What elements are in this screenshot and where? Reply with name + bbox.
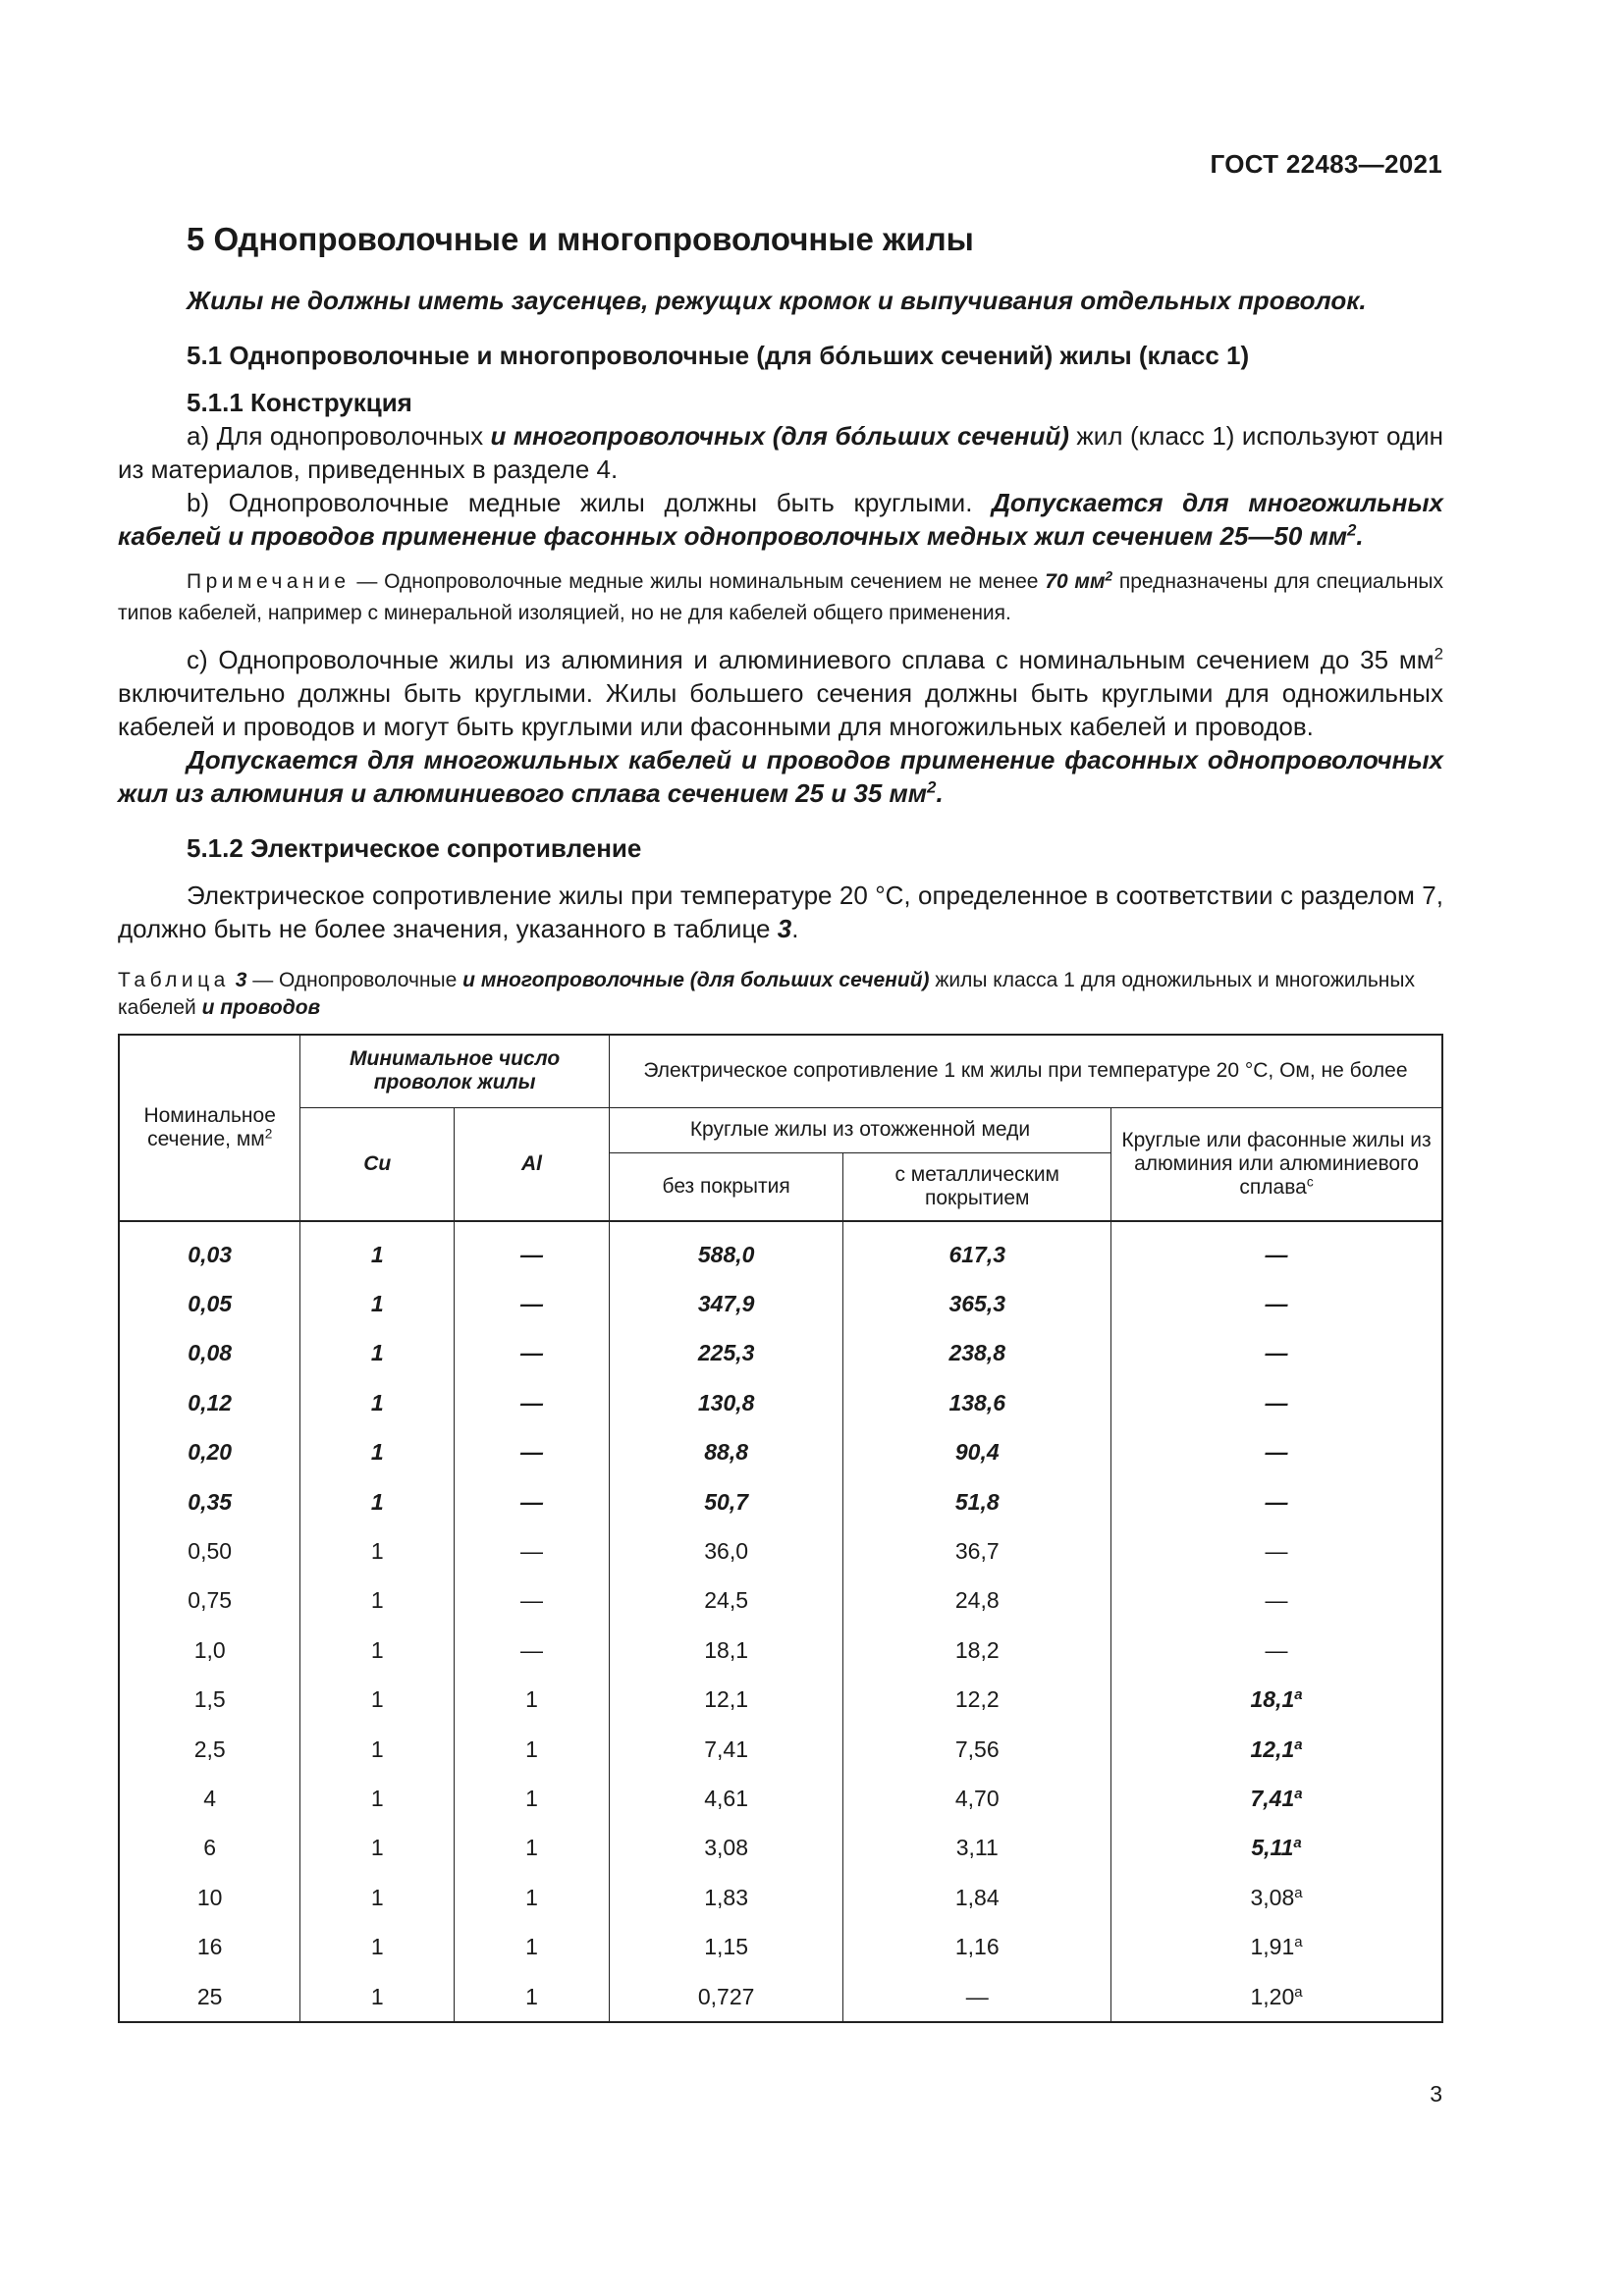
cell-bare: 4,61 xyxy=(609,1774,843,1823)
resistance-table xyxy=(118,1034,1443,2023)
table-row xyxy=(119,1279,1442,1328)
table-caption-emphasis: и многопроволочные (для больших сечений) xyxy=(462,969,930,991)
table-row xyxy=(119,1526,1442,1575)
cell-coated: 4,70 xyxy=(843,1774,1111,1823)
cell-alu: 12,1$^a$ xyxy=(1111,1725,1442,1774)
cell-bare: 347,9 xyxy=(609,1279,843,1328)
subsection-5-1-text: 5.1 Однопроволочные и многопроволочные (для бóльших сечений) жилы (класс 1) xyxy=(187,341,1250,370)
cell-cu: 1 xyxy=(300,1626,455,1675)
cell-s: 0,50 xyxy=(119,1526,300,1575)
cell-s: 4 xyxy=(119,1774,300,1823)
cell-coated: 365,3 xyxy=(843,1279,1111,1328)
cell-s: 0,75 xyxy=(119,1576,300,1626)
cell-alu: — xyxy=(1111,1329,1442,1378)
cell-coated: 3,11 xyxy=(843,1824,1111,1873)
table-row xyxy=(119,1725,1442,1774)
superscript: 2 xyxy=(1434,644,1443,664)
subsection-5-1-title xyxy=(118,339,1443,372)
cell-s: 0,35 xyxy=(119,1477,300,1526)
paragraph-c-text-end: включительно должны быть круглыми. Жилы большего сечения должны быть круглыми для одножильных кабелей и проводов и могут быть круглыми или фасонными для многожильных кабелей и проводов. xyxy=(118,678,1443,741)
cell-s: 0,08 xyxy=(119,1329,300,1378)
cell-cu: 1 xyxy=(300,1873,455,1922)
note xyxy=(118,566,1443,629)
cell-bare: 130,8 xyxy=(609,1378,843,1427)
paragraph-c-text: c) Однопроволочные жилы из алюминия и алюминиевого сплава с номинальным сечением до 35 мм xyxy=(187,645,1435,674)
cell-al: — xyxy=(455,1428,610,1477)
superscript: 2 xyxy=(1105,568,1113,584)
cell-cu: 1 xyxy=(300,1824,455,1873)
cell-coated: 138,6 xyxy=(843,1378,1111,1427)
table-caption-text: — Однопроволочные xyxy=(246,969,463,991)
cell-alu: 1,91$^a$ xyxy=(1111,1922,1442,1971)
table-row xyxy=(119,1972,1442,2022)
cell-alu: — xyxy=(1111,1477,1442,1526)
paragraph-c-emphasis-text: Допускается для многожильных кабелей и проводов применение фасонных однопроволочных жил из алюминия и алюминиевого сплава сечением 25 и 35 мм xyxy=(118,745,1443,808)
cell-coated: — xyxy=(843,1972,1111,2022)
cell-s: 0,05 xyxy=(119,1279,300,1328)
cell-bare: 1,83 xyxy=(609,1873,843,1922)
cell-coated: 238,8 xyxy=(843,1329,1111,1378)
cell-s: 2,5 xyxy=(119,1725,300,1774)
section-title: 5 Однопроволочные и многопроволочные жилы xyxy=(187,221,974,257)
cell-bare: 88,8 xyxy=(609,1428,843,1477)
header-al: Al xyxy=(455,1107,610,1221)
cell-coated: 617,3 xyxy=(843,1221,1111,1279)
cell-bare: 1,15 xyxy=(609,1922,843,1971)
table-row xyxy=(119,1221,1442,1279)
cell-s: 0,20 xyxy=(119,1428,300,1477)
cell-cu: 1 xyxy=(300,1279,455,1328)
cell-s: 16 xyxy=(119,1922,300,1971)
table-row xyxy=(119,1576,1442,1626)
table-row xyxy=(119,1428,1442,1477)
table-caption xyxy=(118,967,1443,1022)
table-row xyxy=(119,1626,1442,1675)
note-text-end: предназначены для специальных типов кабелей, например с минеральной изоляцией, но не для кабелей общего применения. xyxy=(118,570,1443,624)
cell-alu: — xyxy=(1111,1576,1442,1626)
table-row xyxy=(119,1824,1442,1873)
cell-cu: 1 xyxy=(300,1725,455,1774)
cell-alu: — xyxy=(1111,1526,1442,1575)
paragraph-a-emphasis: и многопроволочных (для бóльших сечений) xyxy=(490,421,1069,451)
cell-s: 0,03 xyxy=(119,1221,300,1279)
cell-al: 1 xyxy=(455,1774,610,1823)
cell-al: — xyxy=(455,1279,610,1328)
cell-cu: 1 xyxy=(300,1428,455,1477)
cell-alu: — xyxy=(1111,1428,1442,1477)
cell-al: — xyxy=(455,1477,610,1526)
cell-coated: 90,4 xyxy=(843,1428,1111,1477)
cell-al: — xyxy=(455,1576,610,1626)
standard-number: ГОСТ 22483—2021 xyxy=(1210,149,1442,179)
cell-cu: 1 xyxy=(300,1774,455,1823)
cell-al: — xyxy=(455,1221,610,1279)
table-row xyxy=(119,1873,1442,1922)
cell-al: 1 xyxy=(455,1676,610,1725)
cell-alu: 5,11$^a$ xyxy=(1111,1824,1442,1873)
table-row xyxy=(119,1329,1442,1378)
paragraph-c xyxy=(118,643,1443,743)
cell-bare: 7,41 xyxy=(609,1725,843,1774)
section-intro: Жилы не должны иметь заусенцев, режущих кромок и выпучивания отдельных проволок. xyxy=(187,286,1367,315)
cell-cu: 1 xyxy=(300,1378,455,1427)
cell-s: 6 xyxy=(119,1824,300,1873)
cell-alu: — xyxy=(1111,1221,1442,1279)
cell-coated: 24,8 xyxy=(843,1576,1111,1626)
cell-coated: 12,2 xyxy=(843,1676,1111,1725)
cell-al: — xyxy=(455,1626,610,1675)
cell-alu: 1,20$^a$ xyxy=(1111,1972,1442,2022)
cell-s: 25 xyxy=(119,1972,300,2022)
table-row xyxy=(119,1378,1442,1427)
note-emphasis: 70 мм xyxy=(1045,570,1106,593)
cell-bare: 50,7 xyxy=(609,1477,843,1526)
cell-bare: 0,727 xyxy=(609,1972,843,2022)
cell-bare: 225,3 xyxy=(609,1329,843,1378)
cell-cu: 1 xyxy=(300,1329,455,1378)
table-row xyxy=(119,1676,1442,1725)
cell-cu: 1 xyxy=(300,1972,455,2022)
cell-alu: 7,41$^a$ xyxy=(1111,1774,1442,1823)
superscript: 2 xyxy=(1347,520,1357,540)
cell-bare: 12,1 xyxy=(609,1676,843,1725)
cell-cu: 1 xyxy=(300,1221,455,1279)
resistance-text: Электрическое сопротивление жилы при температуре 20 °С, определенное в соответствии с разделом 7, должно быть не более значения, указанного в таблице xyxy=(118,881,1443,943)
header-aluminium: Круглые или фасонные жилы из алюминия или алюминиевого сплава$^c$ xyxy=(1111,1107,1442,1221)
superscript: 2 xyxy=(927,777,937,797)
cell-s: 1,0 xyxy=(119,1626,300,1675)
subsection-5-1-1-title: 5.1.1 Конструкция xyxy=(187,388,412,417)
paragraph-c-emphasis: Допускается для многожильных кабелей и проводов применение фасонных однопроволочных жил из алюминия и алюминиевого сплава сечением 25 и 35 $мм^2$. xyxy=(118,745,1443,808)
cell-bare: 18,1 xyxy=(609,1626,843,1675)
table-caption-number: 3 xyxy=(235,969,247,991)
cell-coated: 7,56 xyxy=(843,1725,1111,1774)
cell-alu: — xyxy=(1111,1378,1442,1427)
header-min-wires: Минимальное число проволок жилы xyxy=(300,1035,609,1107)
cell-alu: — xyxy=(1111,1279,1442,1328)
header-resistance: Электрическое сопротивление 1 км жилы при температуре 20 °С, Ом, не более xyxy=(609,1035,1442,1107)
table-caption-emphasis-2: и проводов xyxy=(201,996,321,1019)
table-caption-text-2: жилы класса 1 для одножильных и многожильных кабелей xyxy=(118,969,1415,1019)
header-nominal: Номинальное сечение, $мм^2$ xyxy=(119,1035,300,1221)
cell-al: 1 xyxy=(455,1824,610,1873)
resistance-text-end: . xyxy=(791,914,799,943)
header-cu: Cu xyxy=(300,1107,455,1221)
paragraph-b-emphasis: Допускается для многожильных кабелей и проводов применение фасонных однопроволочных медных жил сечением 25—50 мм xyxy=(118,488,1443,551)
cell-al: 1 xyxy=(455,1725,610,1774)
table-row xyxy=(119,1477,1442,1526)
resistance-paragraph xyxy=(118,879,1443,945)
cell-s: 1,5 xyxy=(119,1676,300,1725)
note-text: — Однопроволочные медные жилы номинальным сечением не менее xyxy=(350,570,1046,593)
subsection-5-1-2-title: 5.1.2 Электрическое сопротивление xyxy=(187,833,642,863)
cell-bare: 3,08 xyxy=(609,1824,843,1873)
cell-s: 10 xyxy=(119,1873,300,1922)
cell-bare: 36,0 xyxy=(609,1526,843,1575)
cell-al: 1 xyxy=(455,1922,610,1971)
cell-alu: — xyxy=(1111,1626,1442,1675)
paragraph-a xyxy=(118,419,1443,486)
paragraph-b-text: b) Однопроволочные медные жилы должны быть круглыми. xyxy=(187,488,993,517)
table-row xyxy=(119,1774,1442,1823)
cell-coated: 51,8 xyxy=(843,1477,1111,1526)
page-content xyxy=(118,221,1443,2023)
cell-al: — xyxy=(455,1526,610,1575)
table-body xyxy=(119,1221,1442,2022)
header-bare: без покрытия xyxy=(609,1152,843,1221)
cell-al: 1 xyxy=(455,1972,610,2022)
paragraph-a-text: a) Для однопроволочных xyxy=(187,421,491,451)
cell-al: 1 xyxy=(455,1873,610,1922)
cell-alu: 18,1$^a$ xyxy=(1111,1676,1442,1725)
cell-s: 0,12 xyxy=(119,1378,300,1427)
paragraph-a-text-end: жил (класс 1) используют один из материалов, приведенных в разделе 4. xyxy=(118,421,1443,484)
paragraph-b: b) Однопроволочные медные жилы должны быть круглыми. Допускается для многожильных кабелей и проводов применение фасонных однопроволочных медных жил сечением 25—50 $мм^2$. xyxy=(118,488,1443,551)
table-row xyxy=(119,1922,1442,1971)
cell-al: — xyxy=(455,1378,610,1427)
cell-coated: 1,16 xyxy=(843,1922,1111,1971)
table-caption-label: Таблица xyxy=(118,969,230,991)
cell-coated: 36,7 xyxy=(843,1526,1111,1575)
header-round-copper: Круглые жилы из отожженной меди xyxy=(609,1107,1110,1152)
cell-coated: 1,84 xyxy=(843,1873,1111,1922)
cell-cu: 1 xyxy=(300,1576,455,1626)
cell-al: — xyxy=(455,1329,610,1378)
header-coated: с металлическим покрытием xyxy=(843,1152,1111,1221)
page-number: 3 xyxy=(1430,2081,1442,2107)
cell-cu: 1 xyxy=(300,1526,455,1575)
cell-cu: 1 xyxy=(300,1922,455,1971)
table-reference: 3 xyxy=(777,914,792,943)
cell-bare: 24,5 xyxy=(609,1576,843,1626)
note-label: Примечание xyxy=(187,570,351,593)
cell-coated: 18,2 xyxy=(843,1626,1111,1675)
cell-cu: 1 xyxy=(300,1676,455,1725)
cell-alu: 3,08$^a$ xyxy=(1111,1873,1442,1922)
cell-bare: 588,0 xyxy=(609,1221,843,1279)
cell-cu: 1 xyxy=(300,1477,455,1526)
